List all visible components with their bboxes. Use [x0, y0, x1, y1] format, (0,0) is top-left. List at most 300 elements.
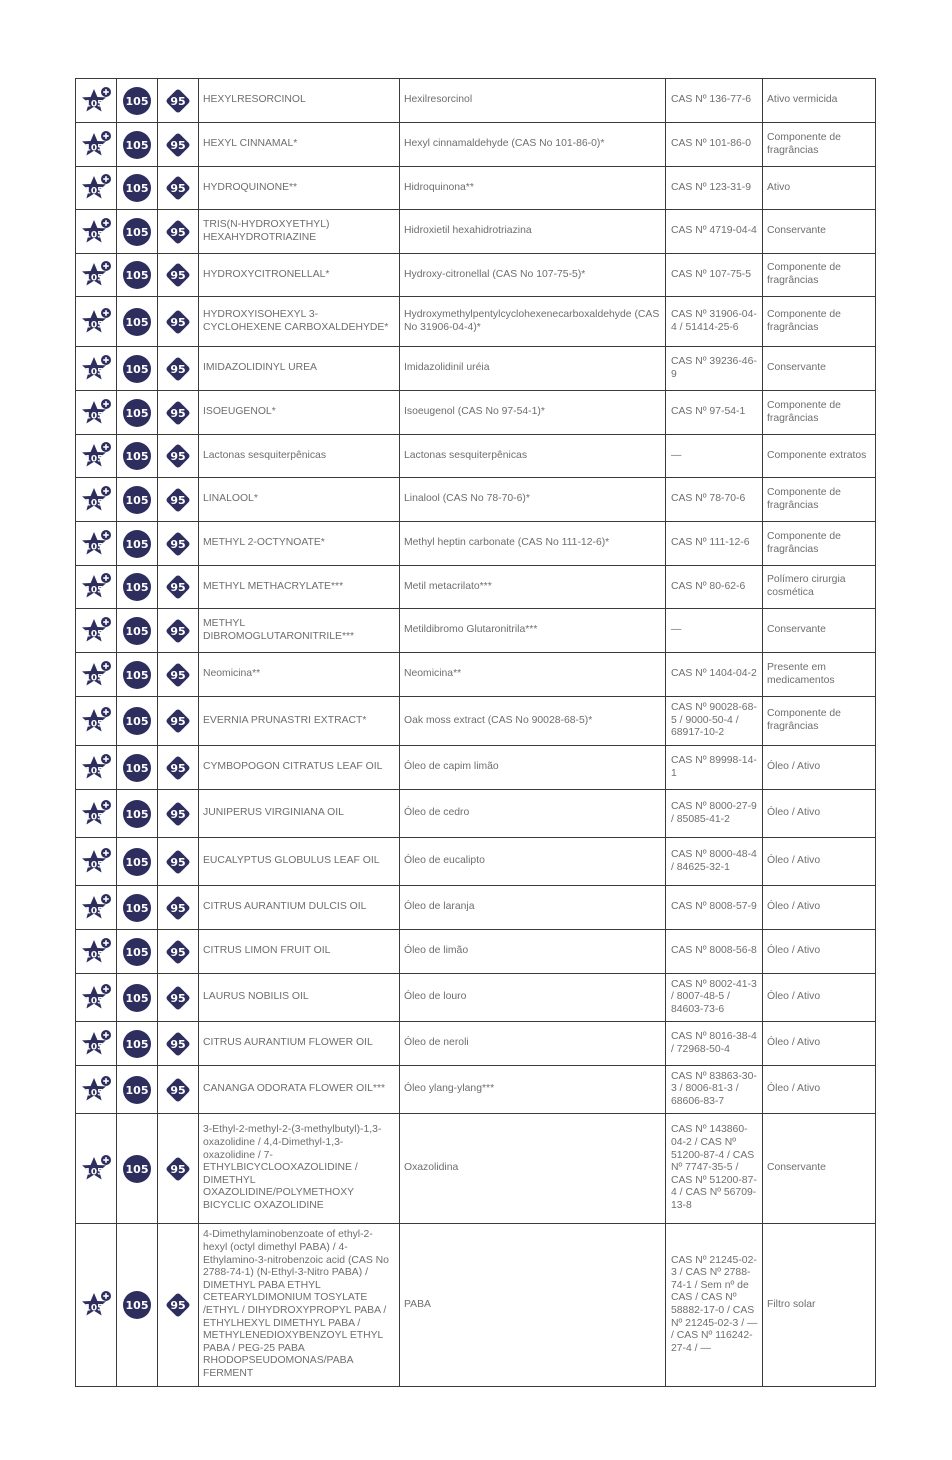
common-name-cell: Metil metacrilato***: [400, 566, 666, 609]
function-cell: Óleo / Ativo: [763, 974, 876, 1022]
svg-text:95: 95: [170, 450, 186, 463]
star-badge-cell: [76, 297, 117, 347]
star-badge-icon: [79, 937, 113, 967]
diamond-badge-cell: [158, 609, 199, 653]
circle-badge-icon: [122, 753, 152, 783]
svg-text:105: 105: [84, 367, 104, 377]
inci-name-cell: ISOEUGENOL*: [199, 391, 400, 435]
inci-name-cell: METHYL 2-OCTYNOATE*: [199, 522, 400, 566]
cas-number-cell: CAS Nº 123-31-9: [666, 167, 763, 210]
inci-name-cell: CYMBOPOGON CITRATUS LEAF OIL: [199, 746, 400, 790]
svg-text:95: 95: [170, 991, 186, 1005]
svg-text:95: 95: [170, 807, 186, 821]
star-badge-cell: [76, 478, 117, 522]
circle-badge-icon: [122, 86, 152, 116]
diamond-badge-cell: [158, 167, 199, 210]
diamond-badge-cell: [158, 746, 199, 790]
common-name-cell: Linalool (CAS No 78-70-6)*: [400, 478, 666, 522]
function-cell: Conservante: [763, 1114, 876, 1224]
star-badge-cell: [76, 930, 117, 974]
circle-badge-cell: [117, 697, 158, 746]
svg-text:105: 105: [84, 454, 104, 465]
table-row: [76, 746, 876, 790]
circle-badge-cell: [117, 1114, 158, 1224]
star-badge-icon: [79, 983, 113, 1013]
svg-text:95: 95: [170, 315, 186, 329]
inci-name-cell: HEXYL CINNAMAL*: [199, 123, 400, 167]
diamond-badge-icon: [162, 259, 194, 291]
cas-number-cell: CAS Nº 90028-68-5 / 9000-50-4 / 68917-10-2: [666, 697, 763, 746]
ingredient-table-sheet: [75, 78, 875, 1387]
diamond-badge-cell: [158, 123, 199, 167]
diamond-badge-cell: [158, 297, 199, 347]
svg-text:105: 105: [84, 99, 104, 109]
svg-text:95: 95: [170, 225, 186, 239]
diamond-badge-cell: [158, 435, 199, 478]
svg-text:105: 105: [84, 1167, 104, 1177]
cas-number-cell: CAS Nº 4719-04-4: [666, 210, 763, 254]
function-cell: Óleo / Ativo: [763, 1066, 876, 1114]
diamond-badge-icon: [162, 484, 194, 516]
common-name-cell: Oak moss extract (CAS No 90028-68-5)*: [400, 697, 666, 746]
cas-number-cell: CAS Nº 8000-48-4 / 84625-32-1: [666, 838, 763, 886]
svg-text:105: 105: [84, 629, 104, 639]
svg-text:105: 105: [84, 950, 104, 960]
table-row: [76, 930, 876, 974]
circle-badge-cell: [117, 210, 158, 254]
diamond-badge-icon: [162, 397, 194, 429]
star-badge-icon: [79, 616, 113, 646]
circle-badge-cell: [117, 746, 158, 790]
table-row: [76, 347, 876, 391]
svg-text:105: 105: [84, 186, 104, 197]
svg-text:105: 105: [84, 766, 104, 776]
table-row: [76, 1224, 876, 1387]
star-badge-icon: [79, 1154, 113, 1184]
circle-badge-icon: [122, 572, 152, 602]
star-badge-cell: [76, 1114, 117, 1224]
svg-text:95: 95: [170, 269, 186, 282]
common-name-cell: Hexilresorcinol: [400, 79, 666, 123]
ingredient-table: [75, 78, 876, 1387]
diamond-badge-cell: [158, 974, 199, 1022]
circle-badge-cell: [117, 254, 158, 297]
common-name-cell: Hidroxietil hexahidrotriazina: [400, 210, 666, 254]
cas-number-cell: CAS Nº 80-62-6: [666, 566, 763, 609]
cas-number-cell: CAS Nº 101-86-0: [666, 123, 763, 167]
svg-text:95: 95: [170, 624, 186, 638]
circle-badge-cell: [117, 167, 158, 210]
function-cell: Componente de fragrâncias: [763, 123, 876, 167]
diamond-badge-cell: [158, 478, 199, 522]
diamond-badge-icon: [162, 936, 194, 968]
svg-text:95: 95: [170, 493, 186, 507]
svg-text:105: 105: [84, 860, 104, 870]
inci-name-cell: HYDROXYISOHEXYL 3-CYCLOHEXENE CARBOXALDEHYDE*: [199, 297, 400, 347]
diamond-badge-icon: [162, 440, 194, 472]
table-row: [76, 297, 876, 347]
svg-text:105: 105: [84, 719, 104, 730]
star-badge-cell: [76, 746, 117, 790]
cas-number-cell: CAS Nº 21245-02-3 / CAS Nº 2788-74-1 / Sem nº de CAS / CAS Nº 58882-17-0 / CAS Nº 21245-02-3 / — / CAS Nº 116242-27-4 / —: [666, 1224, 763, 1387]
star-badge-cell: [76, 1224, 117, 1387]
common-name-cell: Neomicina**: [400, 653, 666, 697]
inci-name-cell: Neomicina**: [199, 653, 400, 697]
cas-number-cell: CAS Nº 8008-57-9: [666, 886, 763, 930]
diamond-badge-icon: [162, 1028, 194, 1060]
svg-text:105: 105: [125, 406, 149, 420]
function-cell: Óleo / Ativo: [763, 886, 876, 930]
function-cell: Conservante: [763, 210, 876, 254]
diamond-badge-cell: [158, 522, 199, 566]
svg-text:95: 95: [170, 182, 186, 195]
inci-name-cell: CITRUS LIMON FRUIT OIL: [199, 930, 400, 974]
function-cell: Óleo / Ativo: [763, 746, 876, 790]
svg-text:95: 95: [170, 668, 186, 682]
circle-badge-icon: [122, 1154, 152, 1184]
svg-text:95: 95: [170, 715, 186, 728]
circle-badge-icon: [122, 937, 152, 967]
diamond-badge-icon: [162, 129, 194, 161]
function-cell: Óleo / Ativo: [763, 790, 876, 838]
star-badge-cell: [76, 210, 117, 254]
diamond-badge-cell: [158, 886, 199, 930]
circle-badge-icon: [122, 616, 152, 646]
star-badge-icon: [79, 893, 113, 923]
svg-text:105: 105: [84, 273, 104, 284]
svg-text:105: 105: [125, 182, 149, 195]
function-cell: Componente extratos: [763, 435, 876, 478]
star-badge-icon: [79, 307, 113, 337]
function-cell: Óleo / Ativo: [763, 930, 876, 974]
common-name-cell: Óleo ylang-ylang***: [400, 1066, 666, 1114]
diamond-badge-cell: [158, 653, 199, 697]
diamond-badge-icon: [162, 85, 194, 117]
svg-text:105: 105: [125, 855, 149, 869]
svg-text:105: 105: [125, 1037, 149, 1051]
svg-text:105: 105: [125, 362, 149, 376]
svg-text:95: 95: [170, 1299, 186, 1312]
inci-name-cell: CANANGA ODORATA FLOWER OIL***: [199, 1066, 400, 1114]
circle-badge-icon: [122, 398, 152, 428]
star-badge-cell: [76, 566, 117, 609]
svg-text:95: 95: [170, 945, 186, 959]
cas-number-cell: CAS Nº 89998-14-1: [666, 746, 763, 790]
circle-badge-icon: [122, 1029, 152, 1059]
circle-badge-icon: [122, 893, 152, 923]
inci-name-cell: EVERNIA PRUNASTRI EXTRACT*: [199, 697, 400, 746]
svg-text:105: 105: [84, 585, 104, 596]
function-cell: Polímero cirurgia cosmética: [763, 566, 876, 609]
inci-name-cell: METHYL DIBROMOGLUTARONITRILE***: [199, 609, 400, 653]
cas-number-cell: —: [666, 609, 763, 653]
svg-text:105: 105: [125, 94, 149, 108]
cas-number-cell: CAS Nº 1404-04-2: [666, 653, 763, 697]
star-badge-cell: [76, 886, 117, 930]
svg-text:105: 105: [84, 498, 104, 508]
table-row: [76, 167, 876, 210]
cas-number-cell: CAS Nº 8002-41-3 / 8007-48-5 / 84603-73-6: [666, 974, 763, 1022]
star-badge-icon: [79, 572, 113, 602]
svg-text:95: 95: [170, 138, 186, 152]
table-row: [76, 1022, 876, 1066]
circle-badge-icon: [122, 307, 152, 337]
diamond-badge-cell: [158, 391, 199, 435]
inci-name-cell: IMIDAZOLIDINYL UREA: [199, 347, 400, 391]
star-badge-icon: [79, 529, 113, 559]
circle-badge-icon: [122, 354, 152, 384]
star-badge-icon: [79, 86, 113, 116]
diamond-badge-icon: [162, 306, 194, 338]
cas-number-cell: CAS Nº 78-70-6: [666, 478, 763, 522]
diamond-badge-icon: [162, 705, 194, 737]
svg-text:105: 105: [125, 1083, 149, 1097]
diamond-badge-cell: [158, 1066, 199, 1114]
circle-badge-cell: [117, 1224, 158, 1387]
inci-name-cell: 3-Ethyl-2-methyl-2-(3-methylbutyl)-1,3-oxazolidine / 4,4-Dimethyl-1,3-oxazolidine / 7-ETHYLBICYCLOOXAZOLIDINE / DIMETHYL OXAZOLIDINE/POLYMETHOXY BICYCLIC OXAZOLIDINE: [199, 1114, 400, 1224]
function-cell: Presente em medicamentos: [763, 653, 876, 697]
common-name-cell: Óleo de capim limão: [400, 746, 666, 790]
function-cell: Filtro solar: [763, 1224, 876, 1387]
circle-badge-cell: [117, 522, 158, 566]
inci-name-cell: Lactonas sesquiterpênicas: [199, 435, 400, 478]
diamond-badge-cell: [158, 1114, 199, 1224]
star-badge-cell: [76, 838, 117, 886]
common-name-cell: PABA: [400, 1224, 666, 1387]
function-cell: Óleo / Ativo: [763, 838, 876, 886]
star-badge-icon: [79, 173, 113, 203]
circle-badge-cell: [117, 123, 158, 167]
svg-text:105: 105: [84, 906, 104, 916]
svg-text:95: 95: [170, 855, 186, 869]
circle-badge-icon: [122, 660, 152, 690]
circle-badge-icon: [122, 130, 152, 160]
function-cell: Conservante: [763, 347, 876, 391]
star-badge-icon: [79, 217, 113, 247]
circle-badge-icon: [122, 485, 152, 515]
star-badge-cell: [76, 347, 117, 391]
function-cell: Componente de fragrâncias: [763, 478, 876, 522]
common-name-cell: Óleo de neroli: [400, 1022, 666, 1066]
table-row: [76, 522, 876, 566]
table-row: [76, 974, 876, 1022]
diamond-badge-icon: [162, 752, 194, 784]
svg-text:105: 105: [125, 901, 149, 915]
cas-number-cell: CAS Nº 111-12-6: [666, 522, 763, 566]
diamond-badge-cell: [158, 930, 199, 974]
svg-text:105: 105: [84, 1088, 104, 1098]
table-row: [76, 391, 876, 435]
svg-text:95: 95: [170, 581, 186, 594]
diamond-badge-icon: [162, 798, 194, 830]
cas-number-cell: CAS Nº 107-75-5: [666, 254, 763, 297]
star-badge-cell: [76, 790, 117, 838]
function-cell: Componente de fragrâncias: [763, 297, 876, 347]
star-badge-cell: [76, 522, 117, 566]
star-badge-cell: [76, 391, 117, 435]
diamond-badge-cell: [158, 347, 199, 391]
common-name-cell: Hydroxymethylpentylcyclohexenecarboxaldehyde (CAS No 31906-04-4)*: [400, 297, 666, 347]
table-row: [76, 653, 876, 697]
inci-name-cell: LAURUS NOBILIS OIL: [199, 974, 400, 1022]
diamond-badge-cell: [158, 79, 199, 123]
circle-badge-cell: [117, 838, 158, 886]
cas-number-cell: CAS Nº 83863-30-3 / 8006-81-3 / 68606-83-7: [666, 1066, 763, 1114]
star-badge-icon: [79, 485, 113, 515]
circle-badge-cell: [117, 930, 158, 974]
circle-badge-cell: [117, 974, 158, 1022]
circle-badge-icon: [122, 799, 152, 829]
diamond-badge-icon: [162, 615, 194, 647]
diamond-badge-icon: [162, 216, 194, 248]
star-badge-icon: [79, 660, 113, 690]
svg-text:105: 105: [125, 450, 149, 463]
common-name-cell: Hydroxy-citronellal (CAS No 107-75-5)*: [400, 254, 666, 297]
common-name-cell: Óleo de laranja: [400, 886, 666, 930]
common-name-cell: Óleo de limão: [400, 930, 666, 974]
cas-number-cell: CAS Nº 8008-56-8: [666, 930, 763, 974]
common-name-cell: Óleo de eucalipto: [400, 838, 666, 886]
common-name-cell: Lactonas sesquiterpênicas: [400, 435, 666, 478]
svg-text:105: 105: [125, 269, 149, 282]
circle-badge-icon: [122, 529, 152, 559]
star-badge-cell: [76, 653, 117, 697]
circle-badge-icon: [122, 1290, 152, 1320]
cas-number-cell: —: [666, 435, 763, 478]
common-name-cell: Oxazolidina: [400, 1114, 666, 1224]
star-badge-icon: [79, 847, 113, 877]
diamond-badge-icon: [162, 659, 194, 691]
diamond-badge-cell: [158, 697, 199, 746]
svg-text:105: 105: [125, 715, 149, 728]
cas-number-cell: CAS Nº 143860-04-2 / CAS Nº 51200-87-4 / CAS Nº 7747-35-5 / CAS Nº 51200-87-4 / CAS Nº 56709-13-8: [666, 1114, 763, 1224]
diamond-badge-icon: [162, 846, 194, 878]
diamond-badge-icon: [162, 528, 194, 560]
function-cell: Ativo: [763, 167, 876, 210]
diamond-badge-icon: [162, 353, 194, 385]
star-badge-icon: [79, 1075, 113, 1105]
function-cell: Componente de fragrâncias: [763, 522, 876, 566]
common-name-cell: Isoeugenol (CAS No 97-54-1)*: [400, 391, 666, 435]
svg-text:95: 95: [170, 1083, 186, 1097]
circle-badge-cell: [117, 478, 158, 522]
star-badge-icon: [79, 1029, 113, 1059]
diamond-badge-cell: [158, 210, 199, 254]
star-badge-cell: [76, 254, 117, 297]
table-row: [76, 79, 876, 123]
star-badge-cell: [76, 974, 117, 1022]
diamond-badge-icon: [162, 1289, 194, 1321]
table-row: [76, 697, 876, 746]
svg-text:105: 105: [125, 991, 149, 1005]
circle-badge-cell: [117, 566, 158, 609]
inci-name-cell: HYDROQUINONE**: [199, 167, 400, 210]
star-badge-cell: [76, 609, 117, 653]
circle-badge-icon: [122, 217, 152, 247]
common-name-cell: Imidazolidinil uréia: [400, 347, 666, 391]
common-name-cell: Metildibromo Glutaronitrila***: [400, 609, 666, 653]
svg-text:105: 105: [125, 945, 149, 959]
diamond-badge-cell: [158, 838, 199, 886]
cas-number-cell: CAS Nº 8000-27-9 / 85085-41-2: [666, 790, 763, 838]
cas-number-cell: CAS Nº 97-54-1: [666, 391, 763, 435]
svg-text:95: 95: [170, 901, 186, 915]
svg-text:105: 105: [125, 493, 149, 507]
inci-name-cell: JUNIPERUS VIRGINIANA OIL: [199, 790, 400, 838]
cas-number-cell: CAS Nº 136-77-6: [666, 79, 763, 123]
circle-badge-cell: [117, 347, 158, 391]
svg-text:95: 95: [170, 537, 186, 551]
star-badge-cell: [76, 1066, 117, 1114]
star-badge-cell: [76, 167, 117, 210]
svg-text:105: 105: [84, 542, 104, 552]
inci-name-cell: CITRUS AURANTIUM DULCIS OIL: [199, 886, 400, 930]
table-row: [76, 123, 876, 167]
inci-name-cell: EUCALYPTUS GLOBULUS LEAF OIL: [199, 838, 400, 886]
svg-text:105: 105: [125, 807, 149, 821]
star-badge-icon: [79, 130, 113, 160]
table-row: [76, 886, 876, 930]
circle-badge-cell: [117, 653, 158, 697]
circle-badge-icon: [122, 441, 152, 471]
svg-text:105: 105: [84, 1303, 104, 1314]
circle-badge-cell: [117, 609, 158, 653]
star-badge-cell: [76, 1022, 117, 1066]
diamond-badge-cell: [158, 254, 199, 297]
svg-text:105: 105: [84, 230, 104, 240]
diamond-badge-icon: [162, 172, 194, 204]
inci-name-cell: TRIS(N-HYDROXYETHYL) HEXAHYDROTRIAZINE: [199, 210, 400, 254]
circle-badge-cell: [117, 79, 158, 123]
table-row: [76, 609, 876, 653]
circle-badge-icon: [122, 706, 152, 736]
circle-badge-cell: [117, 886, 158, 930]
table-row: [76, 566, 876, 609]
svg-text:105: 105: [84, 1042, 104, 1052]
function-cell: Componente de fragrâncias: [763, 697, 876, 746]
cas-number-cell: CAS Nº 8016-38-4 / 72968-50-4: [666, 1022, 763, 1066]
table-row: [76, 478, 876, 522]
diamond-badge-icon: [162, 1074, 194, 1106]
svg-text:105: 105: [125, 1299, 149, 1312]
circle-badge-cell: [117, 1022, 158, 1066]
common-name-cell: Hexyl cinnamaldehyde (CAS No 101-86-0)*: [400, 123, 666, 167]
cas-number-cell: CAS Nº 39236-46-9: [666, 347, 763, 391]
diamond-badge-icon: [162, 1153, 194, 1185]
svg-text:105: 105: [125, 537, 149, 551]
star-badge-cell: [76, 123, 117, 167]
circle-badge-cell: [117, 297, 158, 347]
svg-text:105: 105: [84, 673, 104, 683]
star-badge-icon: [79, 354, 113, 384]
svg-text:95: 95: [170, 94, 186, 108]
table-row: [76, 790, 876, 838]
table-row: [76, 435, 876, 478]
circle-badge-cell: [117, 435, 158, 478]
star-badge-icon: [79, 706, 113, 736]
star-badge-icon: [79, 398, 113, 428]
svg-text:105: 105: [84, 411, 104, 421]
function-cell: Componente de fragrâncias: [763, 391, 876, 435]
star-badge-icon: [79, 799, 113, 829]
circle-badge-icon: [122, 847, 152, 877]
svg-text:95: 95: [170, 406, 186, 420]
svg-text:105: 105: [125, 138, 149, 152]
svg-text:105: 105: [125, 315, 149, 329]
diamond-badge-cell: [158, 790, 199, 838]
svg-text:95: 95: [170, 1162, 186, 1176]
star-badge-icon: [79, 753, 113, 783]
